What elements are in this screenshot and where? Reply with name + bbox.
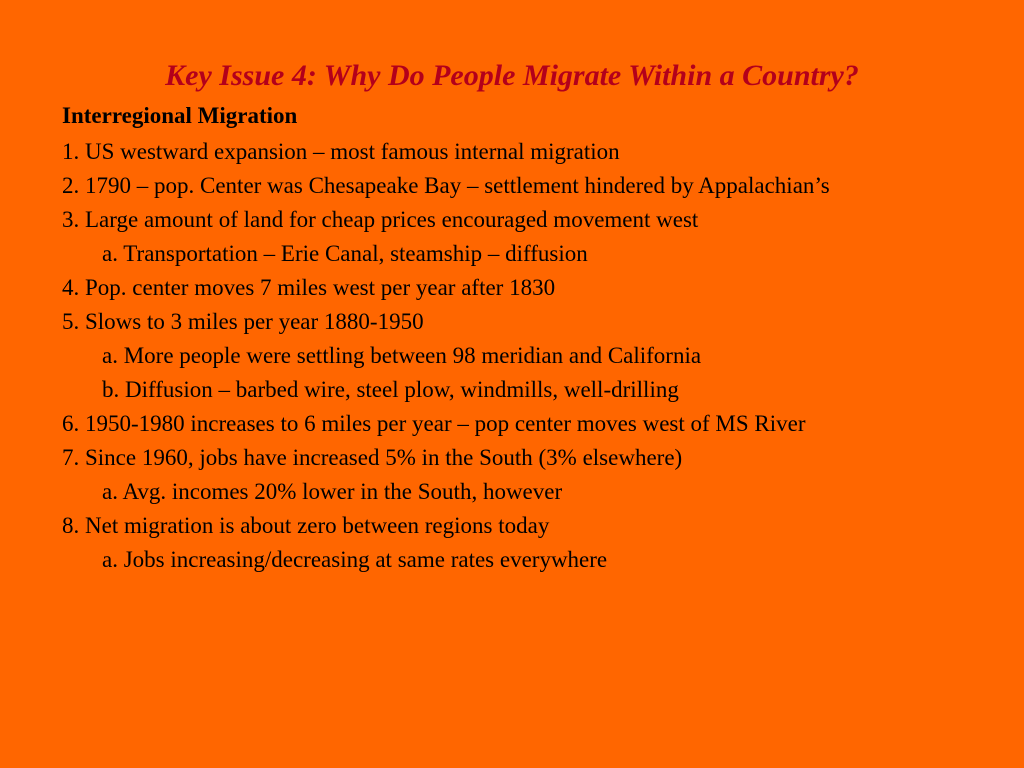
list-item: 7. Since 1960, jobs have increased 5% in the South (3% elsewhere) xyxy=(62,445,683,470)
list-item: 3. Large amount of land for cheap prices encouraged movement west xyxy=(62,207,699,232)
sub-list-item: a. More people were settling between 98 meridian and California xyxy=(102,343,702,368)
sub-list-item: a. Jobs increasing/decreasing at same rates everywhere xyxy=(102,547,608,572)
list-item: 4. Pop. center moves 7 miles west per year after 1830 xyxy=(62,275,556,300)
list-item: 1. US westward expansion – most famous internal migration xyxy=(62,139,620,164)
sub-list-item: a. Transportation – Erie Canal, steamship – diffusion xyxy=(102,241,588,266)
sub-list-item: a. Avg. incomes 20% lower in the South, however xyxy=(102,479,563,504)
slide-title: Key Issue 4: Why Do People Migrate Within a Country? xyxy=(165,59,859,92)
list-item: 2. 1790 – pop. Center was Chesapeake Bay – settlement hindered by Appalachian’s xyxy=(62,173,830,198)
list-item: 5. Slows to 3 miles per year 1880-1950 xyxy=(62,309,424,334)
list-item: 6. 1950-1980 increases to 6 miles per year – pop center moves west of MS River xyxy=(62,411,806,436)
section-heading: Interregional Migration xyxy=(62,103,298,128)
slide-body xyxy=(62,103,962,581)
list-item: 8. Net migration is about zero between regions today xyxy=(62,513,550,538)
sub-list-item: b. Diffusion – barbed wire, steel plow, windmills, well-drilling xyxy=(102,377,679,402)
